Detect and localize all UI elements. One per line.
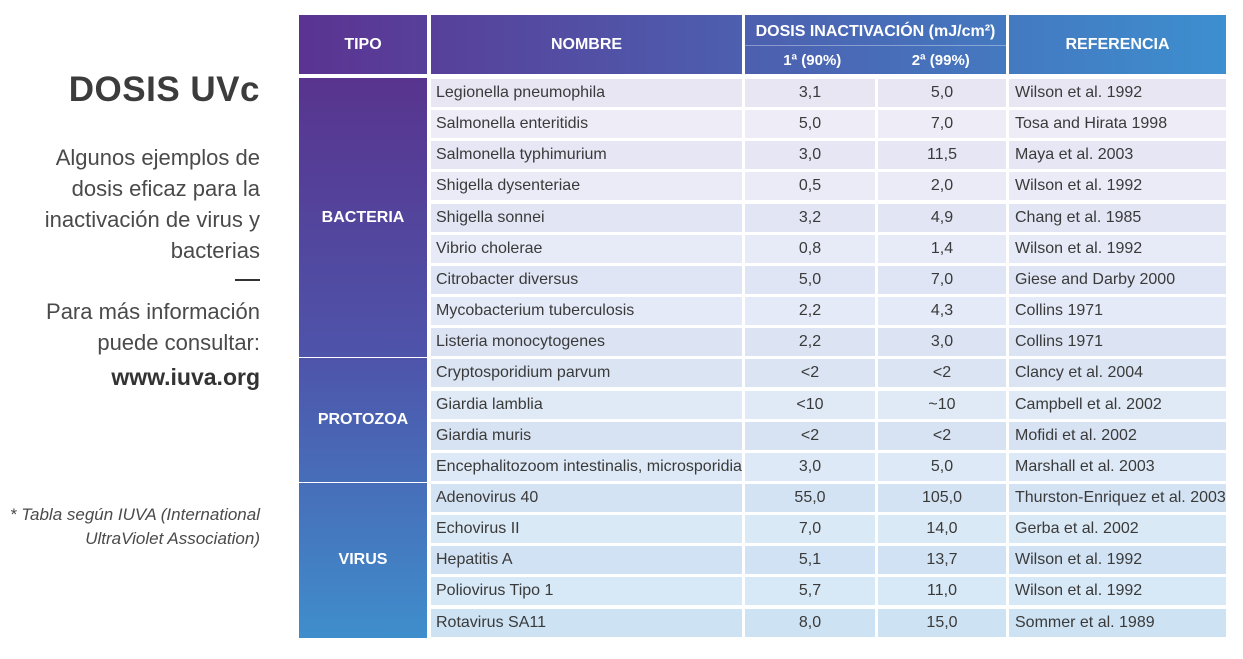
dose-99-cell: <2 [878,422,1006,450]
name-cell: Adenovirus 40 [431,484,742,512]
reference-cell: Thurston-Enriquez et al. 2003 [1009,484,1226,512]
dose-90-cell: 2,2 [745,297,875,325]
dose-99-cell: 4,3 [878,297,1006,325]
dose-99-cell: 14,0 [878,515,1006,543]
dose-90-cell: 3,0 [745,453,875,481]
name-cell: Vibrio cholerae [431,235,742,263]
reference-cell: Wilson et al. 1992 [1009,235,1226,263]
dose-90-cell: 8,0 [745,609,875,637]
dose-90-cell: 3,0 [745,141,875,169]
dose-90-cell: 5,7 [745,577,875,605]
header-dosis-2: 2ª (99%) [911,52,970,69]
name-cell: Echovirus II [431,515,742,543]
header-dosis-subrow [745,52,1006,69]
header-dosis-title: DOSIS INACTIVACIÓN (mJ/cm²) [755,23,996,40]
reference-cell: Wilson et al. 1992 [1009,577,1226,605]
name-cell: Cryptosporidium parvum [431,359,742,387]
group-bacteria: BACTERIA [299,78,427,357]
dose-90-cell: 5,0 [745,266,875,294]
name-cell: Salmonella typhimurium [431,141,742,169]
dose-99-cell: 105,0 [878,484,1006,512]
reference-cell: Tosa and Hirata 1998 [1009,110,1226,138]
header-nombre: NOMBRE [431,15,742,74]
reference-cell: Maya et al. 2003 [1009,141,1226,169]
dose-90-cell: 0,8 [745,235,875,263]
reference-cell: Wilson et al. 1992 [1009,546,1226,574]
dose-99-cell: 11,5 [878,141,1006,169]
reference-cell: Collins 1971 [1009,328,1226,356]
reference-cell: Giese and Darby 2000 [1009,266,1226,294]
dose-99-cell: 13,7 [878,546,1006,574]
name-cell: Giardia lamblia [431,391,742,419]
dose-90-cell: 7,0 [745,515,875,543]
dose-99-cell: 2,0 [878,172,1006,200]
source-note: * Tabla según IUVA (International UltraViolet Association) [9,505,260,548]
dose-99-cell: <2 [878,359,1006,387]
name-cell: Mycobacterium tuberculosis [431,297,742,325]
dose-90-cell: <10 [745,391,875,419]
dose-99-cell: 5,0 [878,79,1006,107]
name-cell: Encephalitozoom intestinalis, microsporidia [431,453,742,481]
header-referencia: REFERENCIA [1009,15,1226,74]
name-cell: Poliovirus Tipo 1 [431,577,742,605]
reference-cell: Collins 1971 [1009,297,1226,325]
name-cell: Shigella sonnei [431,204,742,232]
name-cell: Citrobacter diversus [431,266,742,294]
reference-cell: Wilson et al. 1992 [1009,172,1226,200]
dose-99-cell: 7,0 [878,266,1006,294]
reference-cell: Mofidi et al. 2002 [1009,422,1226,450]
dose-99-cell: 4,9 [878,204,1006,232]
dose-99-cell: 7,0 [878,110,1006,138]
name-cell: Salmonella enteritidis [431,110,742,138]
dose-90-cell: 3,2 [745,204,875,232]
website-link[interactable]: www.iuva.org [111,364,260,390]
header-tipo: TIPO [299,15,427,74]
more-info-text: Para más información puede consultar: [46,299,260,355]
divider-dash [235,279,260,281]
dose-99-cell: 5,0 [878,453,1006,481]
dose-99-cell: 1,4 [878,235,1006,263]
reference-cell: Sommer et al. 1989 [1009,609,1226,637]
reference-cell: Wilson et al. 1992 [1009,79,1226,107]
dose-99-cell: 11,0 [878,577,1006,605]
dose-90-cell: 2,2 [745,328,875,356]
name-cell: Rotavirus SA11 [431,609,742,637]
name-cell: Listeria monocytogenes [431,328,742,356]
reference-cell: Marshall et al. 2003 [1009,453,1226,481]
name-cell: Legionella pneumophila [431,79,742,107]
page-description: Algunos ejemplos de dosis eficaz para la inactivación de virus y bacterias [44,145,260,263]
name-cell: Shigella dysenteriae [431,172,742,200]
reference-cell: Chang et al. 1985 [1009,204,1226,232]
reference-cell: Gerba et al. 2002 [1009,515,1226,543]
dose-99-cell: 3,0 [878,328,1006,356]
reference-cell: Clancy et al. 2004 [1009,359,1226,387]
dose-90-cell: <2 [745,359,875,387]
dose-90-cell: 55,0 [745,484,875,512]
header-dosis-1: 1ª (90%) [783,52,842,69]
reference-cell: Campbell et al. 2002 [1009,391,1226,419]
dose-99-cell: 15,0 [878,609,1006,637]
dose-90-cell: 5,0 [745,110,875,138]
dose-90-cell: 3,1 [745,79,875,107]
name-cell: Giardia muris [431,422,742,450]
page-title: DOSIS UVc [68,70,260,109]
header-dosis-divider [745,45,1006,46]
dose-99-cell: ~10 [878,391,1006,419]
dose-90-cell: 0,5 [745,172,875,200]
name-cell: Hepatitis A [431,546,742,574]
dose-90-cell: 5,1 [745,546,875,574]
group-protozoa: PROTOZOA [299,358,427,482]
dose-90-cell: <2 [745,422,875,450]
group-virus: VIRUS [299,483,427,638]
